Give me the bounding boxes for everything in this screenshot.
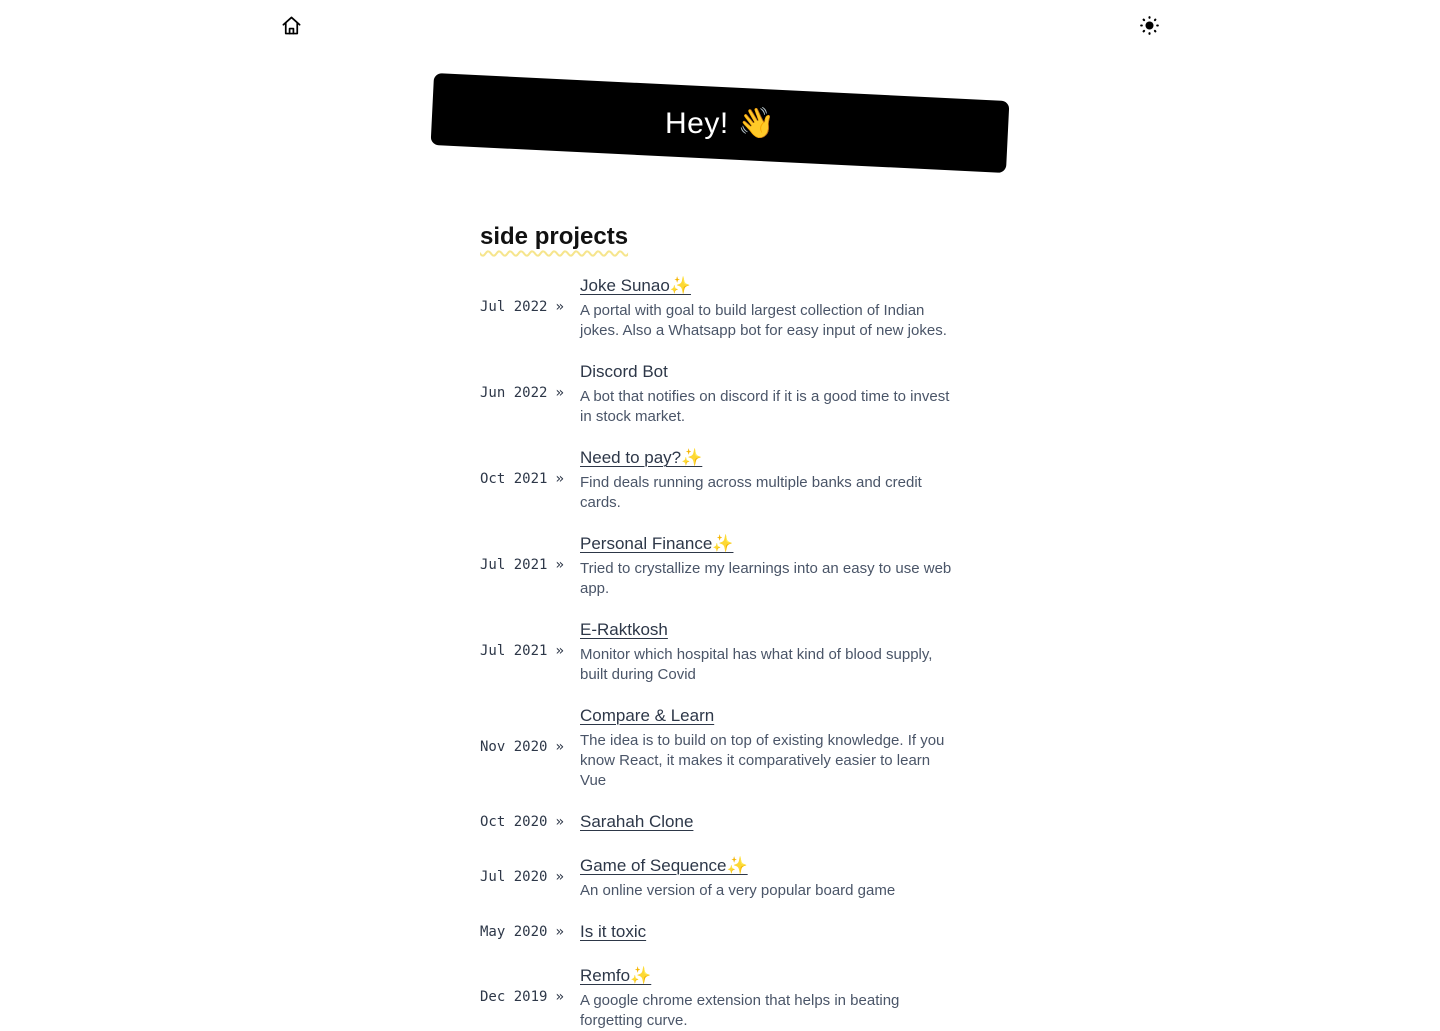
project-description: The idea is to build on top of existing knowledge. If you know React, it makes it comparatively easier to learn Vue: [580, 731, 960, 791]
side-projects-section: [432, 223, 1008, 1031]
project-title-link[interactable]: Joke Sunao✨: [580, 273, 691, 299]
project-date-column: [480, 471, 564, 487]
project-title-link[interactable]: Compare & Learn: [580, 703, 714, 729]
project-date-column: [480, 924, 564, 940]
project-row: [480, 919, 960, 945]
project-date: Jul 2021: [480, 643, 547, 659]
project-row: [480, 359, 960, 427]
home-link[interactable]: [280, 14, 303, 37]
project-description: Monitor which hospital has what kind of blood supply, built during Covid: [580, 645, 960, 685]
project-content: [580, 273, 960, 341]
project-content: [580, 617, 960, 685]
project-date-column: [480, 869, 564, 885]
main-content: [432, 87, 1008, 1031]
date-arrow: »: [555, 385, 563, 401]
project-description: Find deals running across multiple banks and credit cards.: [580, 473, 960, 513]
date-arrow: »: [555, 557, 563, 573]
project-content: [580, 359, 960, 427]
date-arrow: »: [555, 299, 563, 315]
project-content: [580, 963, 960, 1031]
section-title: side projects: [480, 223, 628, 251]
site-header: [280, 0, 1160, 41]
project-date: Jun 2022: [480, 385, 547, 401]
project-date-column: [480, 739, 564, 755]
project-title-link[interactable]: Personal Finance✨: [580, 531, 733, 557]
date-arrow: »: [555, 924, 563, 940]
theme-toggle-button[interactable]: [1139, 15, 1160, 36]
date-arrow: »: [555, 471, 563, 487]
project-title-link[interactable]: E-Raktkosh: [580, 617, 668, 643]
project-row: [480, 617, 960, 685]
project-list: [480, 273, 960, 1031]
sun-icon: [1139, 15, 1160, 36]
home-icon: [280, 14, 303, 37]
project-date: Jul 2020: [480, 869, 547, 885]
project-date-column: [480, 643, 564, 659]
date-arrow: »: [555, 989, 563, 1005]
project-row: [480, 273, 960, 341]
project-title-link[interactable]: Sarahah Clone: [580, 809, 693, 835]
project-description: A bot that notifies on discord if it is a good time to invest in stock market.: [580, 387, 960, 427]
project-description: Tried to crystallize my learnings into an easy to use web app.: [580, 559, 960, 599]
project-description: A google chrome extension that helps in beating forgetting curve.: [580, 991, 960, 1031]
project-date-column: [480, 385, 564, 401]
hero-banner: [431, 73, 1010, 173]
project-content: [580, 919, 960, 945]
project-date-column: [480, 299, 564, 315]
project-date: Dec 2019: [480, 989, 547, 1005]
date-arrow: »: [555, 739, 563, 755]
project-date: May 2020: [480, 924, 547, 940]
project-date-column: [480, 814, 564, 830]
project-content: [580, 531, 960, 599]
project-date: Oct 2020: [480, 814, 547, 830]
project-row: [480, 445, 960, 513]
project-title-link[interactable]: Game of Sequence✨: [580, 853, 748, 879]
project-date: Jul 2021: [480, 557, 547, 573]
project-content: [580, 445, 960, 513]
project-date: Nov 2020: [480, 739, 547, 755]
project-row: [480, 853, 960, 901]
project-content: [580, 703, 960, 791]
project-title-link: Discord Bot: [580, 359, 668, 385]
project-date: Oct 2021: [480, 471, 547, 487]
project-date-column: [480, 557, 564, 573]
project-row: [480, 703, 960, 791]
project-row: [480, 963, 960, 1031]
date-arrow: »: [555, 814, 563, 830]
date-arrow: »: [555, 643, 563, 659]
project-content: [580, 853, 960, 901]
greeting-text: Hey! 👋: [665, 106, 775, 141]
project-row: [480, 809, 960, 835]
project-date: Jul 2022: [480, 299, 547, 315]
project-content: [580, 809, 960, 835]
project-title-link[interactable]: Remfo✨: [580, 963, 651, 989]
project-title-link[interactable]: Is it toxic: [580, 919, 646, 945]
project-title-link[interactable]: Need to pay?✨: [580, 445, 702, 471]
project-row: [480, 531, 960, 599]
date-arrow: »: [555, 869, 563, 885]
project-date-column: [480, 989, 564, 1005]
project-description: An online version of a very popular board game: [580, 881, 960, 901]
project-description: A portal with goal to build largest collection of Indian jokes. Also a Whatsapp bot for easy input of new jokes.: [580, 301, 960, 341]
